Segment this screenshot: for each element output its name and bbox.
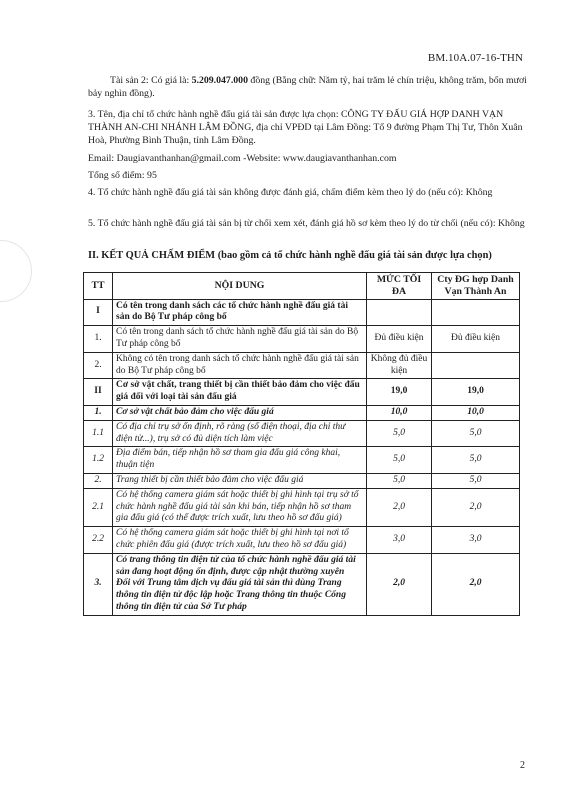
row-number: 1. [84, 405, 113, 420]
row-max-score: 5,0 [367, 420, 432, 447]
table-body [84, 299, 520, 615]
row-content: Có tên trong danh sách tổ chức hành nghề đấu giá tài sản do Bộ Tư pháp công bố [113, 326, 367, 353]
row-company-score: 5,0 [432, 420, 520, 447]
row-number: 2.1 [84, 488, 113, 526]
row-company-score: 5,0 [432, 473, 520, 488]
row-company-score: Đủ điều kiện [432, 326, 520, 353]
row-content: Có hệ thống camera giám sát hoặc thiết bị ghi hình tại nơi tổ chức phiên đấu giá (được trích xuất, lưu theo hồ sơ đấu giá) [113, 527, 367, 554]
asset-2-text-a: Có giá là: [148, 75, 192, 86]
row-company-score: 19,0 [432, 379, 520, 406]
row-max-score: 10,0 [367, 405, 432, 420]
row-max-score: 5,0 [367, 473, 432, 488]
faint-seal-mark [0, 240, 32, 302]
section-5-paragraph: 5. Tổ chức hành nghề đấu giá tài sản bị từ chối xem xét, đánh giá hồ sơ kèm theo lý do từ chối (nếu có): Không [88, 218, 525, 229]
table-row [84, 473, 520, 488]
row-number: 3. [84, 553, 113, 615]
section-4-paragraph: 4. Tổ chức hành nghề đấu giá tài sản không được đánh giá, chấm điểm kèm theo lý do (nếu có): Không [88, 187, 493, 198]
header-company-score: Cty ĐG hợp Danh Vạn Thành An [432, 273, 520, 300]
row-max-score [367, 299, 432, 326]
row-company-score: 10,0 [432, 405, 520, 420]
table-row [84, 405, 520, 420]
row-content: Có địa chỉ trụ sở ổn định, rõ ràng (số điện thoại, địa chỉ thư điện tử...), trụ sở có đủ diện tích làm việc [113, 420, 367, 447]
table-row [84, 352, 520, 379]
row-company-score [432, 299, 520, 326]
asset-2-label: Tài sản 2: [110, 75, 149, 86]
table-row [84, 379, 520, 406]
row-content: Cơ sở vật chất, trang thiết bị cần thiết bảo đảm cho việc đấu giá đối với loại tài sản đấu giá [113, 379, 367, 406]
table-row [84, 299, 520, 326]
row-company-score: 2,0 [432, 553, 520, 615]
header-max: MỨC TỐI ĐA [367, 273, 432, 300]
table-row [84, 527, 520, 554]
total-score-line: Tổng số điểm: 95 [88, 170, 157, 181]
row-max-score: 19,0 [367, 379, 432, 406]
asset-2-paragraph [88, 74, 528, 100]
table-row [84, 326, 520, 353]
table-row [84, 447, 520, 474]
row-content: Địa điểm bán, tiếp nhận hồ sơ tham gia đấu giá công khai, thuận tiện [113, 447, 367, 474]
row-company-score [432, 352, 520, 379]
row-company-score: 3,0 [432, 527, 520, 554]
row-number: 1. [84, 326, 113, 353]
scoring-table [83, 272, 520, 616]
row-max-score: 2,0 [367, 488, 432, 526]
form-code: BM.10A.07-16-THN [427, 52, 523, 64]
header-content: NỘI DUNG [113, 273, 367, 300]
table-row [84, 553, 520, 615]
row-company-score: 2,0 [432, 488, 520, 526]
row-max-score: 3,0 [367, 527, 432, 554]
page-number: 2 [520, 760, 525, 771]
email-website-line: Email: Daugiavanthanhan@gmail.com -Website: www.daugiavanthanhan.com [88, 153, 397, 164]
table-row [84, 420, 520, 447]
section-3-paragraph: 3. Tên, địa chỉ tổ chức hành nghề đấu giá tài sản được lựa chọn: CÔNG TY ĐẤU GIÁ HỢP DANH VẠN THÀNH AN-CHI NHÁNH LÂM ĐỒNG, địa chỉ VPĐD tại Lâm Đồng: Tổ 9 đường Phạm Thị Tư, Thôn Xuân Hoà, Phường Bình Thuận, tỉnh Lâm Đồng. [88, 109, 523, 146]
row-max-score: 2,0 [367, 553, 432, 615]
table-row [84, 488, 520, 526]
row-content: Có tên trong danh sách các tổ chức hành nghề đấu giá tài sản do Bộ Tư pháp công bố [113, 299, 367, 326]
row-number: 2. [84, 352, 113, 379]
row-content: Có trang thông tin điện tử của tổ chức hành nghề đấu giá tài sản đang hoạt động ổn định, được cập nhật thường xuyên Đối với Trung tâm dịch vụ đấu giá tài sản thì dùng Trang thông tin điện tử độc lập hoặc Trang thông tin thuộc Cổng thông tin điện tử của Sở Tư pháp [113, 553, 367, 615]
row-number: 1.1 [84, 420, 113, 447]
row-max-score: 5,0 [367, 447, 432, 474]
row-number: I [84, 299, 113, 326]
asset-2-price: 5.209.047.000 [191, 75, 248, 86]
row-max-score: Đủ điều kiện [367, 326, 432, 353]
row-company-score: 5,0 [432, 447, 520, 474]
row-content: Có hệ thống camera giám sát hoặc thiết bị ghi hình tại trụ sở tổ chức hành nghề đấu giá tài sản khi bán, tiếp nhận hồ sơ tham gia đấu giá (có thể được trích xuất, lưu theo hồ sơ đấu giá) [113, 488, 367, 526]
asset-2-text-b: đồng (Bằng chữ: Năm tỷ, hai trăm lẻ chín triệu, không trăm, bốn mươi bảy nghìn đồng). [88, 75, 527, 99]
row-number: II [84, 379, 113, 406]
row-content: Không có tên trong danh sách tổ chức hành nghề đấu giá tài sản do Bộ Tư pháp công bố [113, 352, 367, 379]
row-number: 2. [84, 473, 113, 488]
row-content: Trang thiết bị cần thiết bảo đảm cho việc đấu giá [113, 473, 367, 488]
row-number: 1.2 [84, 447, 113, 474]
section-ii-title: II. KẾT QUẢ CHẤM ĐIỂM (bao gồm cả tổ chức hành nghề đấu giá tài sản được lựa chọn) [88, 250, 492, 261]
row-content: Cơ sở vật chất bảo đảm cho việc đấu giá [113, 405, 367, 420]
row-number: 2.2 [84, 527, 113, 554]
table-header-row [84, 273, 520, 300]
header-tt: TT [84, 273, 113, 300]
row-max-score: Không đủ điều kiện [367, 352, 432, 379]
